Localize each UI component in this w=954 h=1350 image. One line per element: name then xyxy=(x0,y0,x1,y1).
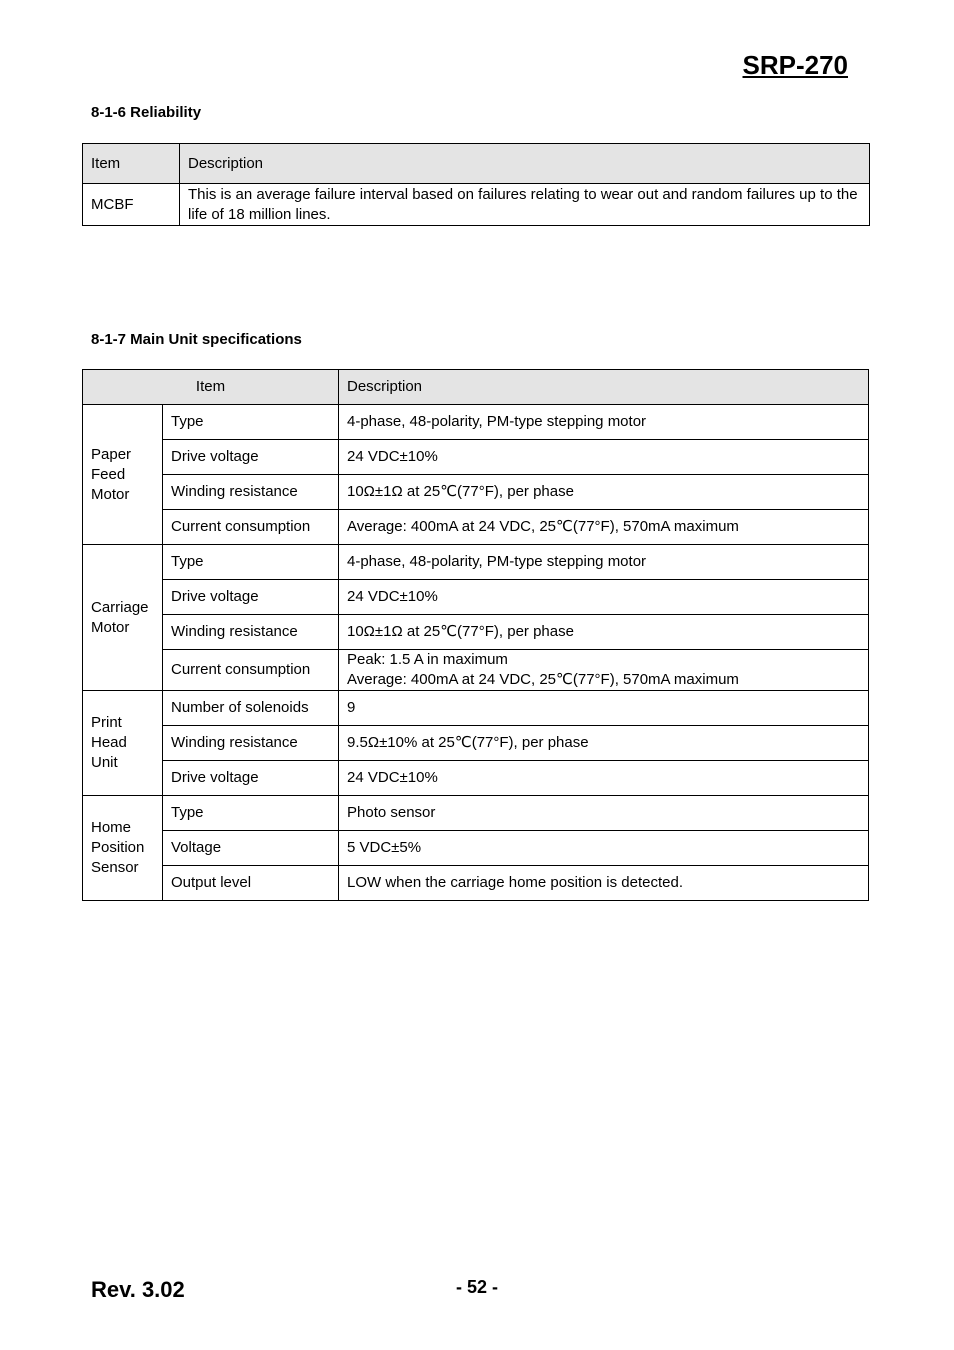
group-label-paper-feed-motor: Paper Feed Motor xyxy=(83,405,163,545)
table-header-row xyxy=(83,370,869,405)
cell-item: MCBF xyxy=(83,184,180,226)
cell-item: Number of solenoids xyxy=(163,691,339,726)
cell-description: Photo sensor xyxy=(339,796,869,831)
main-unit-table xyxy=(82,369,869,901)
column-header-description: Description xyxy=(339,370,869,405)
table-row xyxy=(83,475,869,510)
column-header-item: Item xyxy=(83,370,339,405)
document-title: SRP-270 xyxy=(742,50,848,80)
table-row xyxy=(83,691,869,726)
cell-item: Type xyxy=(163,405,339,440)
cell-item: Drive voltage xyxy=(163,580,339,615)
column-header-description: Description xyxy=(180,144,870,184)
cell-description: 24 VDC±10% xyxy=(339,440,869,475)
table-row xyxy=(83,615,869,650)
table-row xyxy=(83,726,869,761)
cell-description: 9 xyxy=(339,691,869,726)
cell-item: Type xyxy=(163,545,339,580)
group-label-carriage-motor: Carriage Motor xyxy=(83,545,163,691)
table-row xyxy=(83,831,869,866)
revision-label: Rev. 3.02 xyxy=(91,1277,185,1302)
group-label-home-position-sensor: Home Position Sensor xyxy=(83,796,163,901)
cell-description: 24 VDC±10% xyxy=(339,761,869,796)
cell-description xyxy=(339,650,869,691)
cell-description: 4-phase, 48-polarity, PM-type stepping motor xyxy=(339,405,869,440)
cell-item: Voltage xyxy=(163,831,339,866)
table-row xyxy=(83,866,869,901)
group-label-print-head-unit: Print Head Unit xyxy=(83,691,163,796)
table-row xyxy=(83,650,869,691)
table-row xyxy=(83,405,869,440)
table-row xyxy=(83,184,870,226)
table-row xyxy=(83,545,869,580)
table-row xyxy=(83,761,869,796)
cell-description: This is an average failure interval based on failures relating to wear out and random failures up to the life of 18 million lines. xyxy=(180,184,870,226)
cell-description: 4-phase, 48-polarity, PM-type stepping motor xyxy=(339,545,869,580)
description-line: Average: 400mA at 24 VDC, 25℃(77°F), 570mA maximum xyxy=(347,671,739,688)
cell-item: Winding resistance xyxy=(163,726,339,761)
cell-item: Winding resistance xyxy=(163,615,339,650)
reliability-table xyxy=(82,143,870,226)
reliability-heading: 8-1-6 Reliability xyxy=(91,104,202,121)
cell-description: Average: 400mA at 24 VDC, 25℃(77°F), 570mA maximum xyxy=(339,510,869,545)
cell-item: Winding resistance xyxy=(163,475,339,510)
table-row xyxy=(83,580,869,615)
cell-description: LOW when the carriage home position is detected. xyxy=(339,866,869,901)
table-row xyxy=(83,796,869,831)
cell-item: Current consumption xyxy=(163,510,339,545)
cell-description: 5 VDC±5% xyxy=(339,831,869,866)
cell-item: Current consumption xyxy=(163,650,339,691)
table-row xyxy=(83,440,869,475)
table-header-row xyxy=(83,144,870,184)
column-header-item: Item xyxy=(83,144,180,184)
cell-item: Drive voltage xyxy=(163,761,339,796)
cell-description: 24 VDC±10% xyxy=(339,580,869,615)
cell-item: Output level xyxy=(163,866,339,901)
cell-description: 10Ω±1Ω at 25℃(77°F), per phase xyxy=(339,615,869,650)
cell-description: 9.5Ω±10% at 25℃(77°F), per phase xyxy=(339,726,869,761)
main-unit-heading: 8-1-7 Main Unit specifications xyxy=(91,331,302,348)
table-row xyxy=(83,510,869,545)
description-line: Peak: 1.5 A in maximum xyxy=(347,651,508,668)
page-number: - 52 - xyxy=(455,1277,498,1297)
cell-description: 10Ω±1Ω at 25℃(77°F), per phase xyxy=(339,475,869,510)
cell-item: Drive voltage xyxy=(163,440,339,475)
cell-item: Type xyxy=(163,796,339,831)
